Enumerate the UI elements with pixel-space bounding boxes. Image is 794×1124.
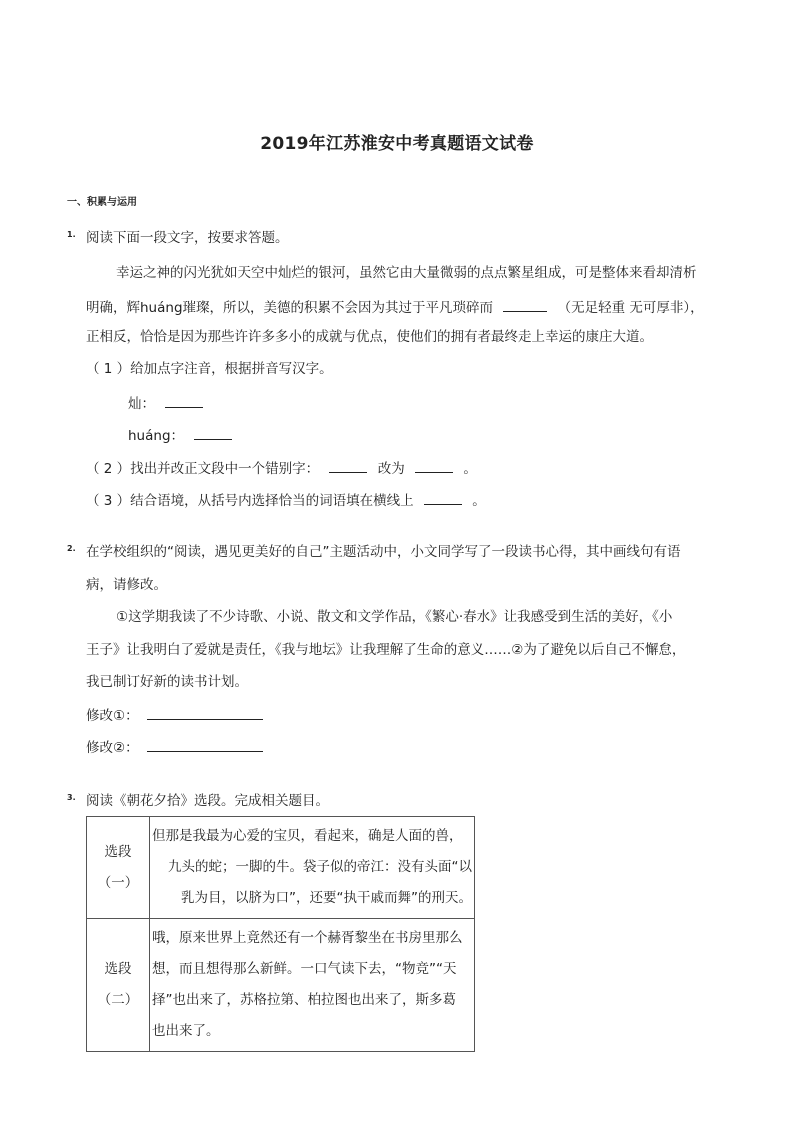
q1-passage-line-2-text: 明确，辉huáng璀璨，所以，美德的积累不会因为其过于平凡琐碎而: [86, 300, 494, 316]
q1-sub-3: [86, 490, 486, 510]
q1-passage-options: （无足轻重 无可厚非），: [557, 300, 704, 316]
excerpt-2-text: [150, 919, 475, 1052]
q1-sub-1b-label: huáng：: [128, 428, 185, 444]
excerpt-1-text: [150, 817, 475, 919]
excerpt-table: [86, 816, 475, 1052]
question-number-3: 3.: [67, 793, 76, 802]
answer-blank-revision-1[interactable]: [147, 705, 263, 720]
excerpt-2-line: 想，而且想得那么新鲜。一口气读下去，“物竞”“天: [152, 961, 457, 977]
q1-sub-1a: [128, 393, 203, 413]
answer-blank-correct-char[interactable]: [415, 458, 453, 473]
q2-passage-line-1: ①这学期我读了不少诗歌、小说、散文和文学作品，《繁心·春水》让我感受到生活的美好，《小: [116, 609, 673, 625]
q2-revision-1: [86, 705, 263, 725]
excerpt-2-line: 哦，原来世界上竟然还有一个赫胥黎坐在书房里那么: [152, 930, 463, 946]
answer-blank-wrong-char[interactable]: [329, 458, 367, 473]
answer-blank-q1-passage[interactable]: [503, 297, 547, 312]
q1-sub-2-end: 。: [463, 461, 477, 477]
answer-blank-word-choice[interactable]: [424, 490, 462, 505]
section-heading: 一、积累与运用: [67, 197, 137, 208]
q2-passage-line-3: 我已制订好新的读书计划。: [86, 674, 248, 690]
excerpt-2-line: 择”也出来了，苏格拉第、柏拉图也出来了，斯多葛: [152, 992, 456, 1008]
q1-passage-line-3: 正相反，恰恰是因为那些许许多多小的成就与优点，使他们的拥有者最终走上幸运的康庄大道。: [86, 329, 653, 345]
q1-passage-line-2: [86, 297, 704, 317]
page-title: 2019年江苏淮安中考真题语文试卷: [260, 134, 534, 154]
q1-passage-line-1: 幸运之神的闪光犹如天空中灿烂的银河，虽然它由大量微弱的点点繁星组成，可是整体来看却清析: [116, 265, 697, 281]
q1-sub-2-text: （ 2 ）找出并改正文段中一个错别字：: [86, 461, 320, 477]
q1-sub-2: [86, 458, 477, 478]
q2-revision-2-label: 修改②：: [86, 740, 139, 756]
table-row: [87, 919, 475, 1052]
q2-line-1: 在学校组织的“阅读，遇见更美好的自己”主题活动中，小文同学写了一段读书心得，其中画线句有语: [86, 544, 681, 560]
answer-blank-huang[interactable]: [194, 425, 232, 440]
q2-revision-1-label: 修改①：: [86, 708, 139, 724]
q2-revision-2: [86, 737, 263, 757]
excerpt-1-line: 九头的蛇；一脚的牛。袋子似的帝江：没有头面“以: [168, 859, 472, 875]
q1-sub-3-text: （ 3 ）结合语境，从括号内选择恰当的词语填在横线上: [86, 493, 414, 509]
q1-sub-1b: [128, 425, 232, 445]
table-row: [87, 817, 475, 919]
q1-sub-2-change: 改为: [377, 461, 405, 477]
excerpt-1-label: [87, 817, 150, 919]
q1-sub-3-end: 。: [472, 493, 486, 509]
excerpt-2-label-a: 选段: [104, 961, 132, 977]
q1-sub-1: （ 1 ）给加点字注音，根据拼音写汉字。: [86, 361, 333, 377]
answer-blank-can[interactable]: [165, 393, 203, 408]
q3-prompt: 阅读《朝花夕拾》选段。完成相关题目。: [86, 793, 329, 809]
q2-passage-line-2: 王子》让我明白了爱就是责任，《我与地坛》让我理解了生命的意义……②为了避免以后自己不懈怠，: [86, 642, 686, 658]
excerpt-2-label: [87, 919, 150, 1052]
q2-line-2: 病，请修改。: [86, 577, 167, 593]
excerpt-1-line: 但那是我最为心爱的宝贝，看起来，确是人面的兽，: [152, 828, 463, 844]
excerpt-1-line: 乳为目，以脐为口”，还要“执干戚而舞”的刑天。: [181, 890, 472, 906]
question-number-2: 2.: [67, 544, 76, 553]
q1-sub-1a-label: 灿：: [128, 396, 155, 412]
question-number-1: 1.: [67, 230, 76, 239]
excerpt-2-label-b: （二）: [97, 992, 139, 1008]
answer-blank-revision-2[interactable]: [147, 737, 263, 752]
excerpt-1-label-b: （一）: [97, 874, 139, 891]
q1-prompt: 阅读下面一段文字，按要求答题。: [86, 230, 289, 246]
excerpt-2-line: 也出来了。: [152, 1023, 220, 1039]
excerpt-1-label-a: 选段: [104, 843, 132, 860]
